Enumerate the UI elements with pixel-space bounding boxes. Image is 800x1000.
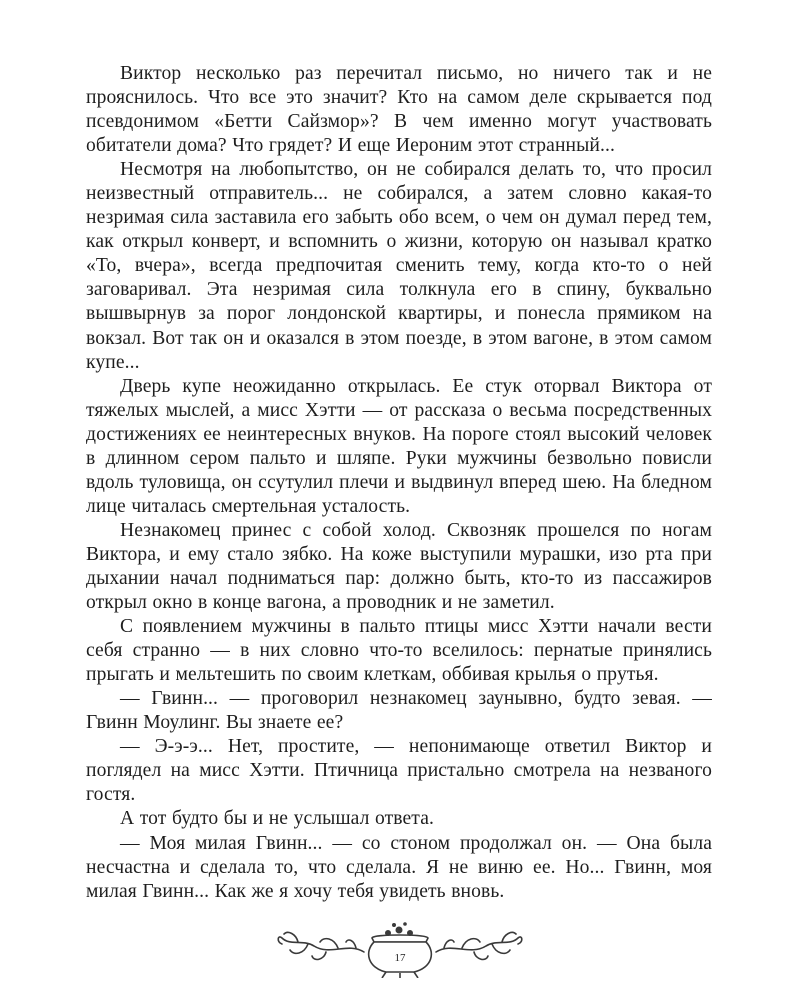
paragraph: Незнакомец принес с собой холод. Сквозняк прошелся по ногам Виктора, и ему стало зябко. На коже выступили мурашки, изо рта при дыхании начал подниматься пар: должно быть, кто-то из пассажиров открыл окно в конце вагона, а проводник и не заметил. — [86, 519, 712, 614]
paragraph: С появлением мужчины в пальто птицы мисс Хэтти начали вести себя странно — в них словно что-то вселилось: пернатые принялись прыгать и мельтешить по своим клеткам, оббивая крылья о прутья. — [86, 616, 712, 686]
paragraph: А тот будто бы и не услышал ответа. — [120, 808, 435, 830]
page-number: 17 — [394, 952, 406, 964]
paragraph: Несмотря на любопытство, он не собирался делать то, что просил неизвестный отправитель... не собирался, а затем словно какая-то незримая сила заставила его забыть обо всем, о чем он думал перед тем, как открыл конверт, и вспомнить о жизни, которую он называл кратко «То, вчера», всегда предпочитая сменить тему, когда кто-то о ней заговаривал. Эта незримая сила толкнула его в спину, буквально вышвырнув за порог лондонской квартиры, и понесла прямиком на вокзал. Вот так он и оказался в этом поезде, в этом вагоне, в этом самом купе... — [86, 159, 712, 373]
cauldron-vine-ornament-icon — [268, 912, 532, 978]
paragraph: — Моя милая Гвинн... — со стоном продолжал он. — Она была несчастна и сделала то, что сделала. Я не виню ее. Но... Гвинн, моя милая Гвинн... Как же я хочу тебя увидеть вновь. — [86, 832, 712, 902]
paragraph: — Э-э-э... Нет, простите, — непонимающе ответил Виктор и поглядел на мисс Хэтти. Птичница пристально смотрела на незваного гостя. — [86, 736, 712, 806]
paragraph: Дверь купе неожиданно открылась. Ее стук оторвал Виктора от тяжелых мыслей, а мисс Хэтти — от рассказа о весьма посредственных достижениях ее неинтересных внуков. На пороге стоял высокий человек в длинном сером пальто и шляпе. Руки мужчины безвольно повисли вдоль туловища, он ссутулил плечи и выдвинул вперед шею. На бледном лице читалась смертельная усталость. — [86, 375, 712, 517]
paragraph: — Гвинн... — проговорил незнакомец заунывно, будто зевая. — Гвинн Моулинг. Вы знаете ее? — [86, 688, 712, 734]
paragraph: Виктор несколько раз перечитал письмо, но ничего так и не прояснилось. Что все это значит? Кто на самом деле скрывается под псевдонимом «Бетти Сайзмор»? В чем именно могут участвовать обитатели дома? Что грядет? И еще Иероним этот странный... — [86, 63, 712, 157]
page-body — [86, 62, 712, 904]
